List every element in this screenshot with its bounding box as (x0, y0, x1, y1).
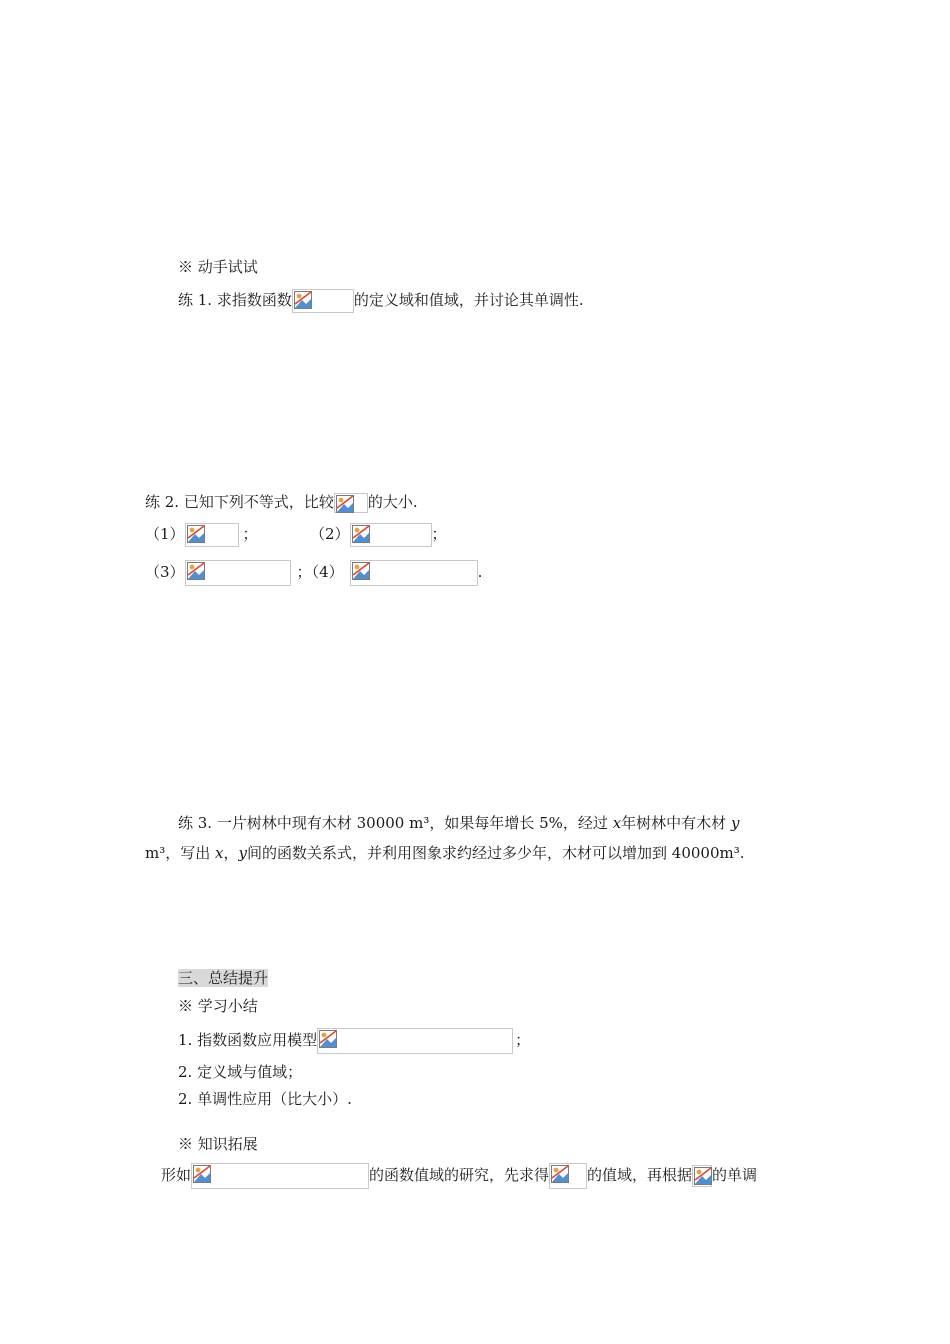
broken-image-icon (294, 291, 312, 309)
formula-image-placeholder (191, 1163, 369, 1189)
summary-item-1 (178, 1028, 530, 1054)
variable-x: x (215, 844, 224, 862)
formula-image-placeholder (185, 560, 291, 586)
formula-image-placeholder (350, 560, 478, 586)
item-label: （4） (311, 563, 344, 581)
exercise-3-line-1 (178, 812, 739, 834)
summary-item-1-prefix: 1. 指数函数应用模型 (178, 1031, 318, 1049)
broken-image-icon (187, 562, 205, 580)
variable-x: x (612, 814, 622, 832)
formula-image-placeholder (185, 523, 239, 547)
broken-image-icon (193, 1165, 211, 1183)
broken-image-icon (336, 495, 354, 513)
broken-image-icon (352, 562, 370, 580)
exercise-2-item-2 (310, 523, 447, 547)
formula-image-placeholder (292, 289, 354, 313)
broken-image-icon (319, 1030, 337, 1048)
broken-image-icon (187, 525, 205, 543)
formula-image-placeholder (549, 1163, 587, 1189)
item-end: . (477, 563, 483, 581)
item-label: （1） (145, 525, 185, 543)
item-end: ； (242, 525, 258, 543)
summary-item-3: 2. 单调性应用（比大小）. (178, 1090, 352, 1108)
summary-item-1-end: ； (515, 1031, 531, 1049)
variable-y: y (238, 844, 247, 862)
item-end: ； (431, 525, 447, 543)
formula-image-placeholder (350, 523, 432, 547)
knowledge-text-a: 形如 (161, 1166, 192, 1184)
exercise-2-suffix: 的大小. (367, 493, 418, 511)
exercise-1-prefix: 练 1. 求指数函数 (178, 291, 292, 309)
exercise-3-text: ， (223, 844, 239, 862)
exercise-3-text: 间的函数关系式，并利用图象求约经过多少年，木材可以增加到 40000m³. (247, 844, 745, 862)
knowledge-text-b: 的函数值域的研究，先求得 (369, 1166, 550, 1184)
summary-item-2: 2. 定义域与值域； (178, 1063, 303, 1081)
exercise-2-item-3 (145, 560, 482, 586)
section-title (178, 967, 268, 989)
variable-y: y (730, 814, 740, 832)
knowledge-heading: ※ 知识拓展 (178, 1135, 258, 1153)
broken-image-icon (694, 1167, 712, 1185)
knowledge-text (161, 1163, 757, 1189)
section-title-text: 三、总结提升 (178, 969, 269, 987)
item-end: ； (296, 563, 312, 581)
broken-image-icon (551, 1165, 569, 1183)
knowledge-text-d: 的单调 (712, 1166, 758, 1184)
item-label: （2） (310, 525, 350, 543)
broken-image-icon (352, 525, 370, 543)
exercise-2 (145, 491, 418, 513)
exercise-3-line-2 (145, 842, 745, 864)
summary-heading: ※ 学习小结 (178, 997, 258, 1015)
exercise-1-suffix: 的定义域和值域，并讨论其单调性. (353, 291, 584, 309)
exercise-3-text: 年树林中有木材 (621, 814, 727, 832)
exercise-3-text: 练 3. 一片树林中现有木材 30000 m³，如果每年增长 5%，经过 (178, 814, 608, 832)
try-heading: ※ 动手试试 (178, 258, 258, 276)
formula-image-placeholder (334, 493, 368, 513)
knowledge-text-c: 的值域，再根据 (587, 1166, 693, 1184)
item-label: （3） (145, 563, 185, 581)
formula-image-placeholder (692, 1165, 712, 1187)
exercise-2-prefix: 练 2. 已知下列不等式，比较 (145, 493, 334, 511)
exercise-2-item-1 (145, 523, 258, 547)
formula-image-placeholder (317, 1028, 513, 1054)
exercise-3-text: m³，写出 (145, 844, 211, 862)
exercise-1 (178, 289, 584, 313)
